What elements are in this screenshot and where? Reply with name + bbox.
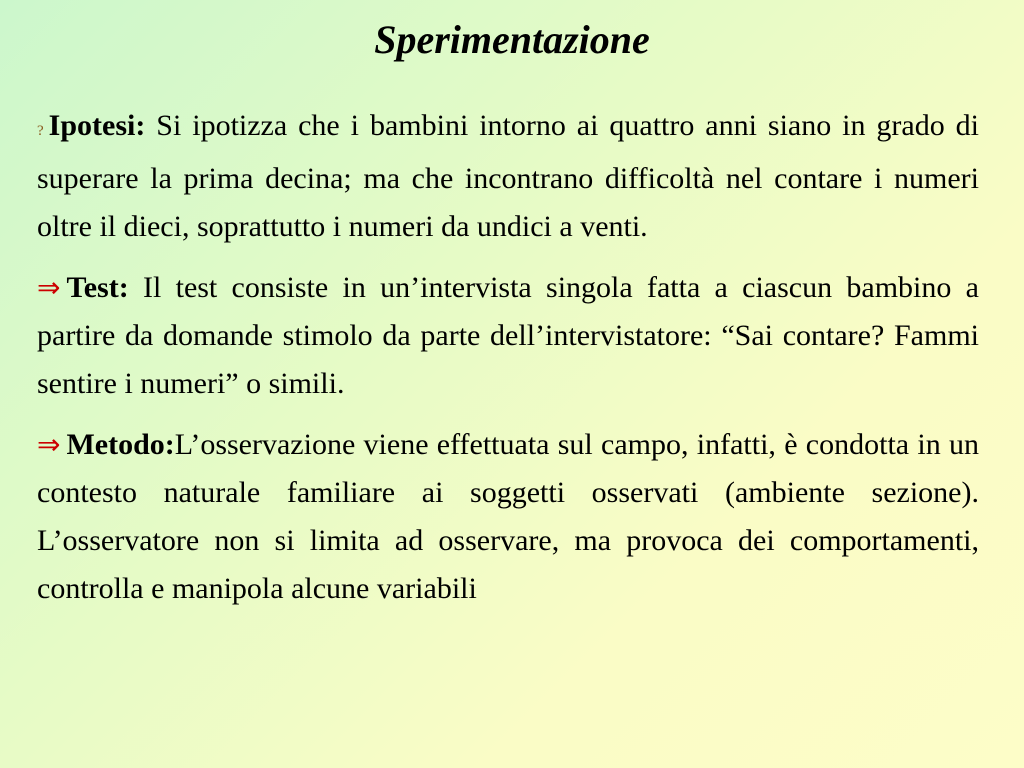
paragraph-text: L’osservazione viene effettuata sul campo, infatti, è condotta in un contesto naturale familiare ai soggetti osservati (ambiente sezione). L’osservatore non si limita ad osservare, ma provoca dei comportamenti, controlla e manipola alcune variabili: [37, 428, 979, 605]
double-arrow-bullet-icon: ⇒: [37, 428, 61, 461]
paragraph-metodo: [37, 421, 979, 613]
paragraph-label: Metodo:: [66, 428, 175, 461]
paragraph-label: Ipotesi:: [48, 109, 146, 142]
double-arrow-bullet-icon: ⇒: [37, 271, 61, 304]
question-mark-bullet-icon: ?: [37, 123, 44, 139]
slide-title: Sperimentazione: [374, 17, 650, 62]
paragraph-text: Si ipotizza che i bambini intorno ai quattro anni siano in grado di superare la prima decina; ma che incontrano difficoltà nel contare i numeri oltre il dieci, soprattutto i numeri da undici a venti.: [37, 109, 979, 243]
paragraph-ipotesi: [37, 102, 979, 251]
slide-content: [37, 102, 979, 626]
paragraph-text: Il test consiste in un’intervista singola fatta a ciascun bambino a partire da domande stimolo da parte dell’intervistatore: “Sai contare? Fammi sentire i numeri” o simili.: [37, 271, 979, 400]
paragraph-test: [37, 264, 979, 408]
paragraph-label: Test:: [66, 271, 129, 304]
